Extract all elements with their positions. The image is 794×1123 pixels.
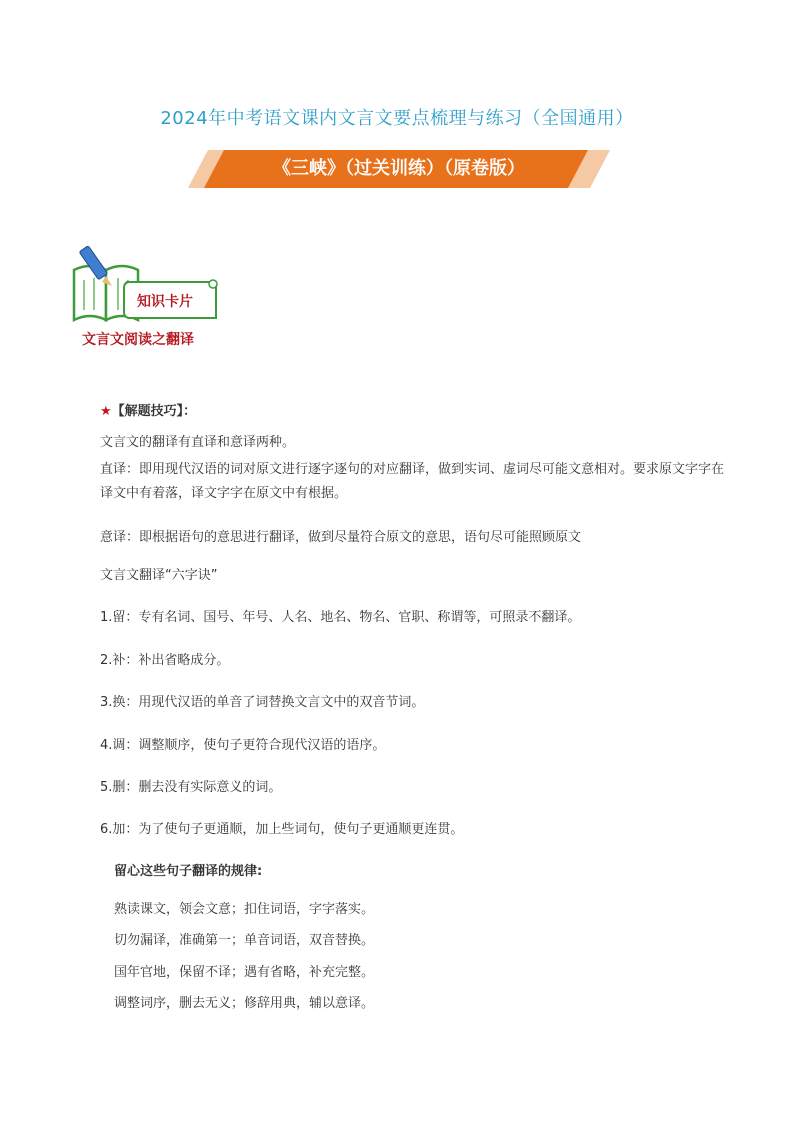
free-translation-text: 意译：即根据语句的意思进行翻译，做到尽量符合原文的意思，语句尽可能照顾原文 xyxy=(100,530,582,545)
six-rules-title: 文言文翻译“六字诀” xyxy=(100,568,218,583)
star-icon: ★ xyxy=(100,404,112,419)
rules-heading: 留心这些句子翻译的规律: xyxy=(114,864,263,879)
literal-translation-text: 直译：即用现代汉语的词对原文进行逐字逐句的对应翻译，做到实词、虚词尽可能文意相对。要求原文字字在译文中有着落，译文字字在原文中有根据。 xyxy=(100,462,725,501)
rule-item: 国年官地，保留不译；遇有省略，补充完整。 xyxy=(114,965,375,980)
open-book-pencil-icon xyxy=(68,238,218,324)
title-banner xyxy=(188,150,610,188)
rule-item: 熟读课文，领会文意；扣住词语，字字落实。 xyxy=(114,902,375,917)
list-item: 2.补：补出省略成分。 xyxy=(100,653,230,668)
tips-heading: 【解题技巧】： xyxy=(111,404,197,419)
page-title: 2024年中考语文课内文言文要点梳理与练习（全国通用） xyxy=(160,108,634,129)
tips-heading-line xyxy=(100,400,196,419)
section-title: 文言文阅读之翻译 xyxy=(82,332,194,348)
list-item: 3.换：用现代汉语的单音了词替换文言文中的双音节词。 xyxy=(100,695,425,710)
list-item: 6.加：为了使句子更通顺，加上些词句，使句子更通顺更连贯。 xyxy=(100,822,464,837)
rule-item: 切勿漏译，准确第一；单音词语，双音替换。 xyxy=(114,933,375,948)
intro-text: 文言文的翻译有直译和意译两种。 xyxy=(100,435,296,450)
list-item: 4.调：调整顺序，使句子更符合现代汉语的语序。 xyxy=(100,738,386,753)
list-item: 1.留：专有名词、国号、年号、人名、地名、物名、官职、称谓等，可照录不翻译。 xyxy=(100,610,581,625)
banner-title: 《三峡》（过关训练）（原卷版） xyxy=(273,158,525,179)
rule-item: 调整词序，删去无义；修辞用典，辅以意译。 xyxy=(114,996,375,1011)
list-item: 5.删：删去没有实际意义的词。 xyxy=(100,780,282,795)
card-label: 知识卡片 xyxy=(137,294,193,310)
